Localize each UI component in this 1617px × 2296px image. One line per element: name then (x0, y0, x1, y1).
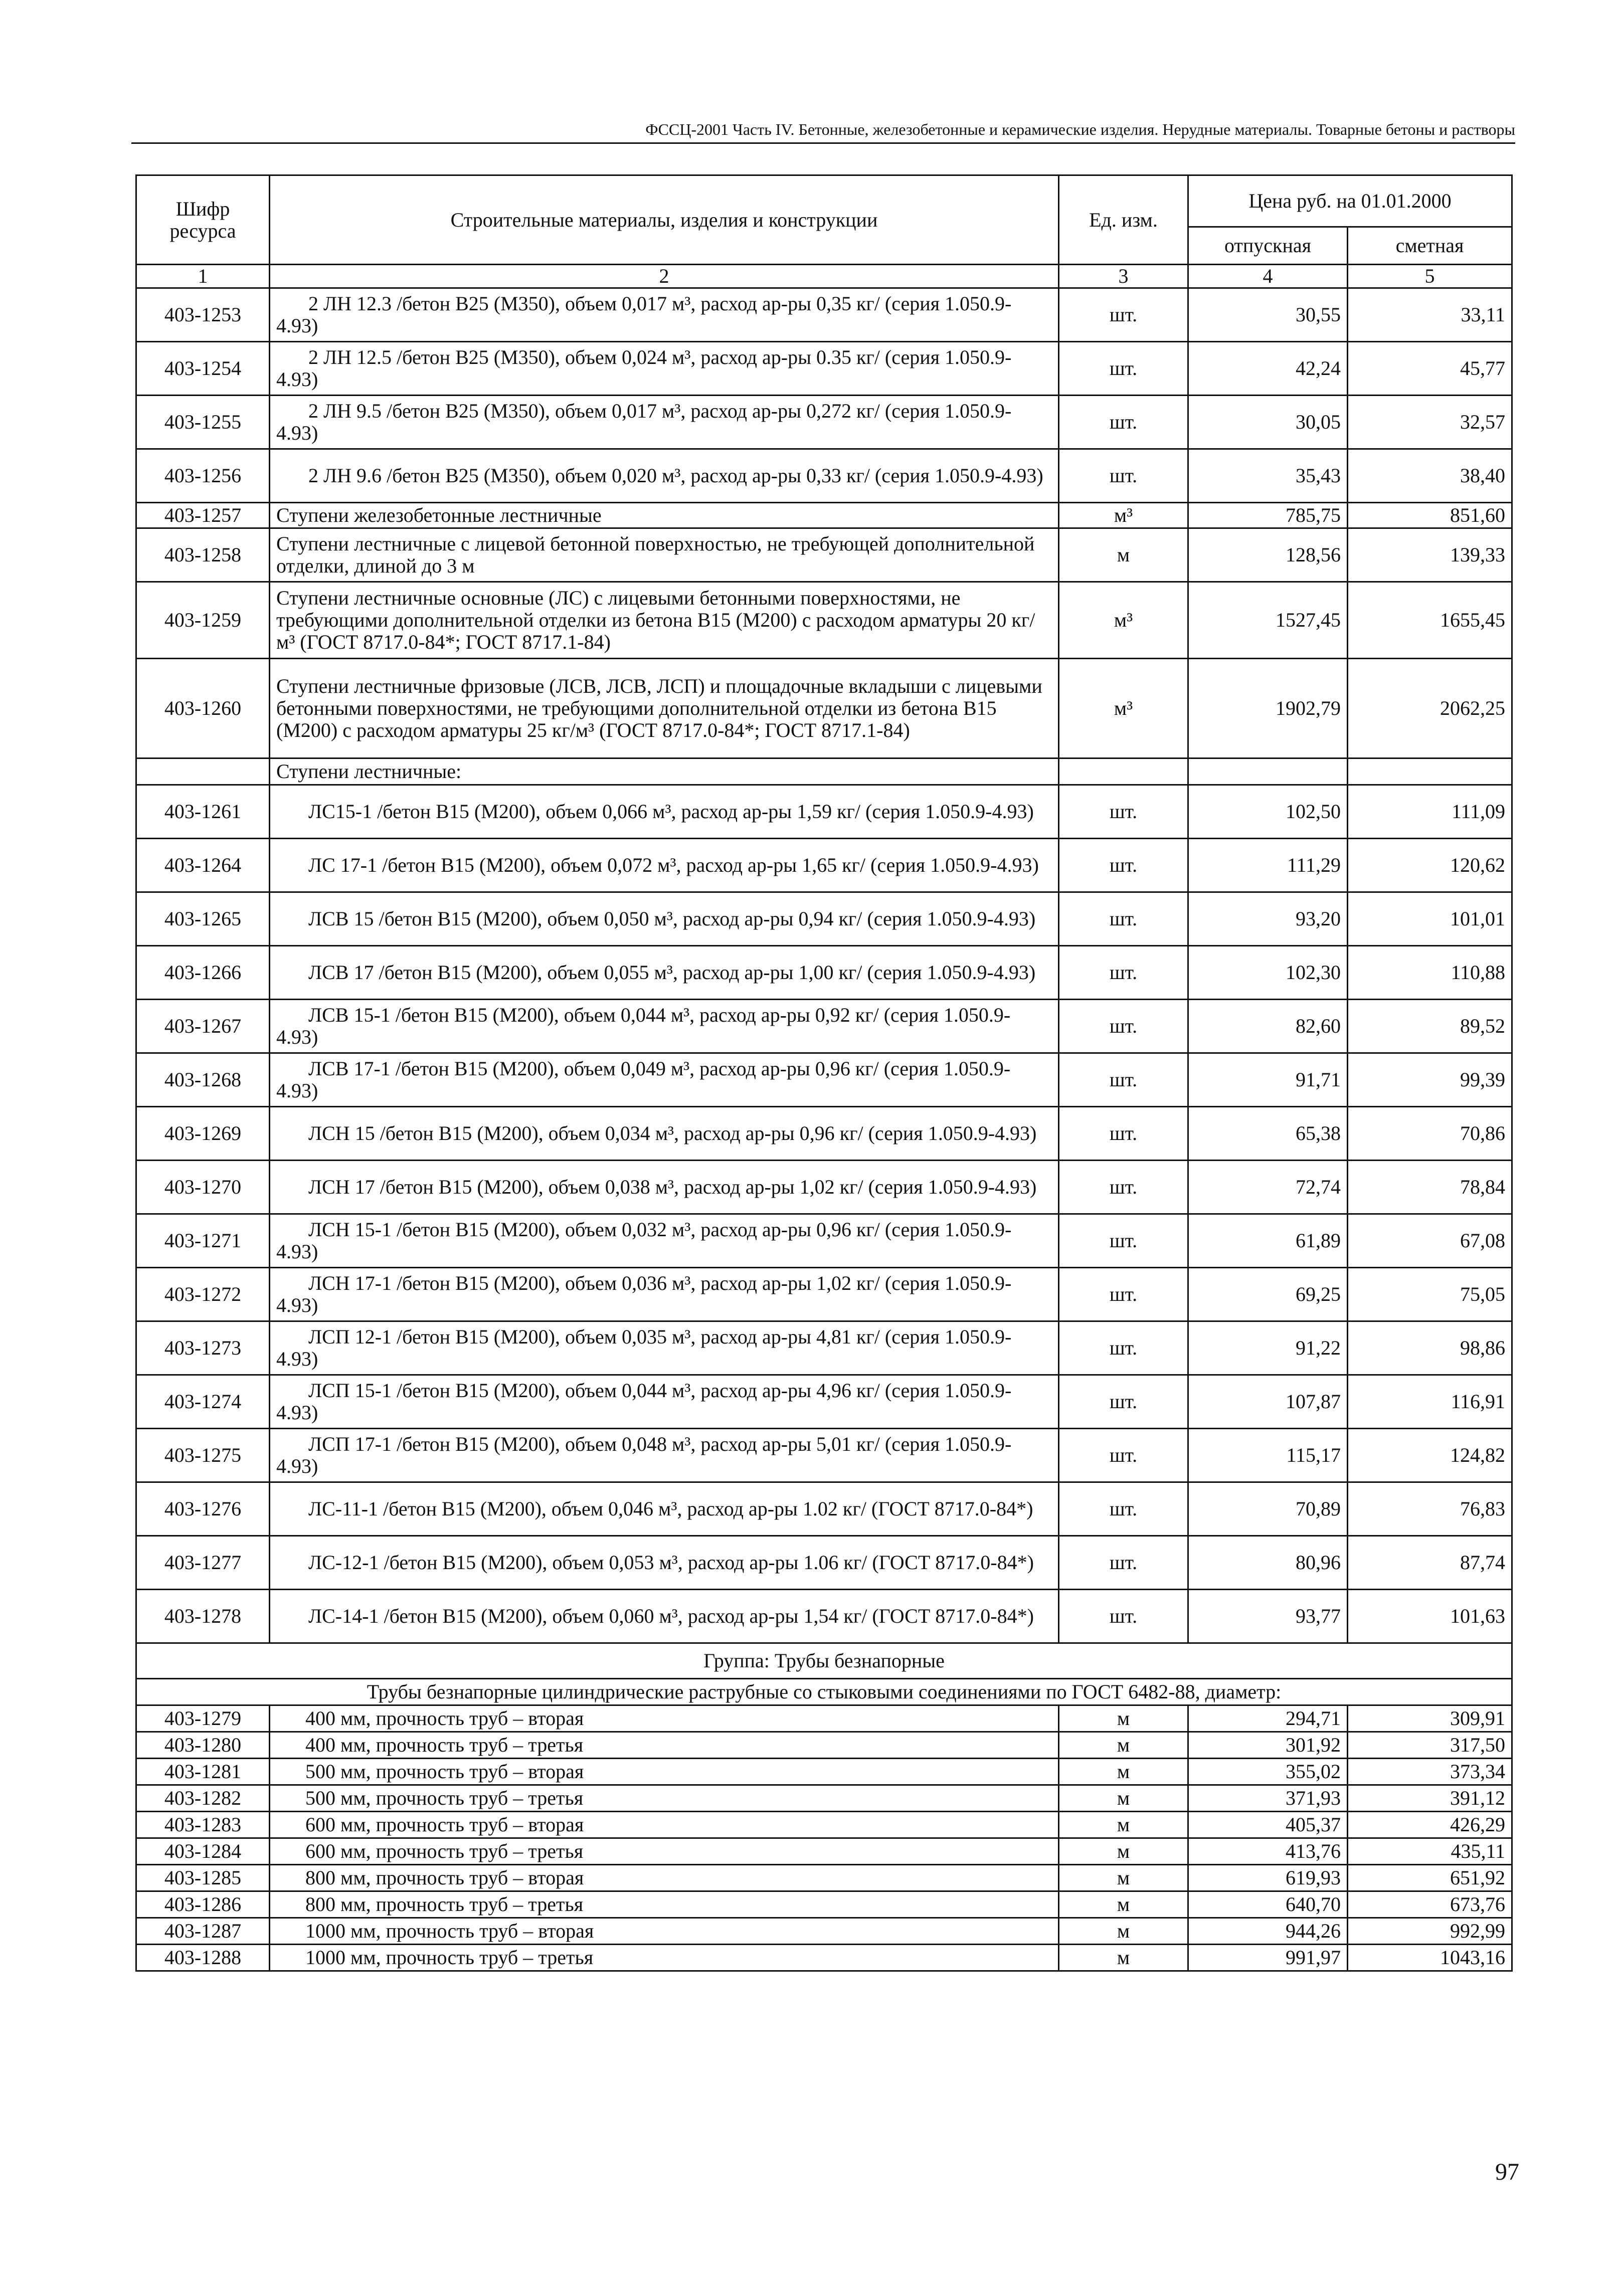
unit-cell: м (1059, 1945, 1188, 1971)
release-price: 42,24 (1188, 342, 1348, 396)
resource-name: 500 мм, прочность труб – третья (270, 1785, 1059, 1812)
estimate-price: 651,92 (1348, 1865, 1512, 1891)
release-price: 35,43 (1188, 449, 1348, 503)
estimate-price: 992,99 (1348, 1918, 1512, 1945)
estimate-price: 1655,45 (1348, 582, 1512, 659)
estimate-price: 309,91 (1348, 1705, 1512, 1732)
resource-code: 403-1258 (136, 528, 270, 582)
table-row (136, 839, 1512, 892)
resource-name: 1000 мм, прочность труб – вторая (270, 1918, 1059, 1945)
column-number: 3 (1059, 265, 1188, 288)
release-price: 107,87 (1188, 1375, 1348, 1429)
unit-cell: шт. (1059, 1107, 1188, 1161)
resource-code: 403-1287 (136, 1918, 270, 1945)
release-price: 115,17 (1188, 1429, 1348, 1482)
release-price: 413,76 (1188, 1838, 1348, 1865)
resource-name: ЛСН 17 /бетон В15 (М200), объем 0,038 м³, расход ар-ры 1,02 кг/ (серия 1.050.9-4.93) (270, 1161, 1059, 1214)
release-price: 82,60 (1188, 1000, 1348, 1053)
table-row (136, 1918, 1512, 1945)
release-price: 72,74 (1188, 1161, 1348, 1214)
resource-name: ЛСП 12-1 /бетон В15 (М200), объем 0,035 м³, расход ар-ры 4,81 кг/ (серия 1.050.9-4.93) (270, 1321, 1059, 1375)
table-row (136, 1865, 1512, 1891)
table-row (136, 1705, 1512, 1732)
unit-cell: шт. (1059, 1214, 1188, 1268)
table-row (136, 1482, 1512, 1536)
release-price: 1902,79 (1188, 659, 1348, 758)
table-row (136, 1891, 1512, 1918)
unit-cell: м³ (1059, 582, 1188, 659)
resource-name: 2 ЛН 9.5 /бетон В25 (М350), объем 0,017 м³, расход ар-ры 0,272 кг/ (серия 1.050.9-4.93) (270, 396, 1059, 449)
unit-cell: шт. (1059, 396, 1188, 449)
resource-code: 403-1270 (136, 1161, 270, 1214)
table-row (136, 1759, 1512, 1785)
resource-name: 1000 мм, прочность труб – третья (270, 1945, 1059, 1971)
page-number: 97 (1495, 2159, 1519, 2185)
table-row (136, 1321, 1512, 1375)
resource-code: 403-1266 (136, 946, 270, 1000)
col-header-name: Строительные материалы, изделия и конструкции (270, 175, 1059, 265)
unit-cell: м (1059, 1918, 1188, 1945)
resource-name: 600 мм, прочность труб – третья (270, 1838, 1059, 1865)
resource-code: 403-1272 (136, 1268, 270, 1321)
unit-cell: м (1059, 1891, 1188, 1918)
table-row (136, 1536, 1512, 1590)
release-price: 371,93 (1188, 1785, 1348, 1812)
col-header-estimate: сметная (1348, 227, 1512, 265)
col-header-price: Цена руб. на 01.01.2000 (1188, 175, 1512, 227)
resource-name: ЛС15-1 /бетон В15 (М200), объем 0,066 м³, расход ар-ры 1,59 кг/ (серия 1.050.9-4.93) (270, 785, 1059, 839)
unit-cell: м (1059, 1865, 1188, 1891)
group-subtitle: Трубы безнапорные цилиндрические раструбные со стыковыми соединениями по ГОСТ 6482-88, диаметр: (136, 1679, 1512, 1705)
resource-name: ЛСВ 15 /бетон В15 (М200), объем 0,050 м³, расход ар-ры 0,94 кг/ (серия 1.050.9-4.93) (270, 892, 1059, 946)
release-price: 91,22 (1188, 1321, 1348, 1375)
estimate-price: 89,52 (1348, 1000, 1512, 1053)
table-row (136, 1838, 1512, 1865)
resource-code: 403-1277 (136, 1536, 270, 1590)
unit-cell (1059, 758, 1188, 785)
unit-cell: м (1059, 1785, 1188, 1812)
unit-cell: шт. (1059, 1536, 1188, 1590)
resource-code: 403-1257 (136, 503, 270, 528)
release-price: 944,26 (1188, 1918, 1348, 1945)
resource-code: 403-1283 (136, 1812, 270, 1838)
estimate-price: 101,01 (1348, 892, 1512, 946)
col-header-release: отпускная (1188, 227, 1348, 265)
resource-code: 403-1286 (136, 1891, 270, 1918)
resource-name: ЛСН 15-1 /бетон В15 (М200), объем 0,032 м³, расход ар-ры 0,96 кг/ (серия 1.050.9-4.93) (270, 1214, 1059, 1268)
release-price: 80,96 (1188, 1536, 1348, 1590)
table-row (136, 396, 1512, 449)
resource-name: ЛСН 15 /бетон В15 (М200), объем 0,034 м³, расход ар-ры 0,96 кг/ (серия 1.050.9-4.93) (270, 1107, 1059, 1161)
table-row (136, 785, 1512, 839)
resource-name: ЛСН 17-1 /бетон В15 (М200), объем 0,036 м³, расход ар-ры 1,02 кг/ (серия 1.050.9-4.93) (270, 1268, 1059, 1321)
table-row (136, 892, 1512, 946)
estimate-price: 101,63 (1348, 1590, 1512, 1643)
resource-code: 403-1275 (136, 1429, 270, 1482)
estimate-price: 75,05 (1348, 1268, 1512, 1321)
resource-name: 2 ЛН 12.3 /бетон В25 (М350), объем 0,017 м³, расход ар-ры 0,35 кг/ (серия 1.050.9-4.93) (270, 288, 1059, 342)
table-row (136, 1161, 1512, 1214)
resource-code: 403-1282 (136, 1785, 270, 1812)
resource-name: ЛСП 15-1 /бетон В15 (М200), объем 0,044 м³, расход ар-ры 4,96 кг/ (серия 1.050.9-4.93) (270, 1375, 1059, 1429)
unit-cell: м (1059, 1705, 1188, 1732)
release-price: 91,71 (1188, 1053, 1348, 1107)
resource-code: 403-1265 (136, 892, 270, 946)
release-price: 102,50 (1188, 785, 1348, 839)
page-header: ФССЦ-2001 Часть IV. Бетонные, железобетонные и керамические изделия. Нерудные материалы. Товарные бетоны и растворы (131, 119, 1515, 144)
release-price: 991,97 (1188, 1945, 1348, 1971)
estimate-price: 373,34 (1348, 1759, 1512, 1785)
table-row (136, 503, 1512, 528)
release-price: 785,75 (1188, 503, 1348, 528)
resource-code: 403-1288 (136, 1945, 270, 1971)
release-price: 619,93 (1188, 1865, 1348, 1891)
estimate-price: 70,86 (1348, 1107, 1512, 1161)
resource-name: 2 ЛН 12.5 /бетон В25 (М350), объем 0,024 м³, расход ар-ры 0.35 кг/ (серия 1.050.9-4.93) (270, 342, 1059, 396)
unit-cell: шт. (1059, 288, 1188, 342)
release-price: 70,89 (1188, 1482, 1348, 1536)
unit-cell: шт. (1059, 1000, 1188, 1053)
release-price: 301,92 (1188, 1732, 1348, 1759)
table-row (136, 758, 1512, 785)
resource-name: 400 мм, прочность труб – вторая (270, 1705, 1059, 1732)
unit-cell: шт. (1059, 1429, 1188, 1482)
estimate-price: 76,83 (1348, 1482, 1512, 1536)
col-header-code: Шифр ресурса (136, 175, 270, 265)
unit-cell: шт. (1059, 946, 1188, 1000)
resource-code: 403-1259 (136, 582, 270, 659)
estimate-price: 45,77 (1348, 342, 1512, 396)
unit-cell: шт. (1059, 1375, 1188, 1429)
estimate-price: 435,11 (1348, 1838, 1512, 1865)
unit-cell: м³ (1059, 659, 1188, 758)
estimate-price: 2062,25 (1348, 659, 1512, 758)
estimate-price: 116,91 (1348, 1375, 1512, 1429)
resource-code: 403-1280 (136, 1732, 270, 1759)
table-row (136, 582, 1512, 659)
estimate-price: 317,50 (1348, 1732, 1512, 1759)
table-row (136, 528, 1512, 582)
table-row (136, 1053, 1512, 1107)
release-price (1188, 758, 1348, 785)
resource-code: 403-1285 (136, 1865, 270, 1891)
resource-name: ЛС-11-1 /бетон В15 (М200), объем 0,046 м³, расход ар-ры 1.02 кг/ (ГОСТ 8717.0-84*) (270, 1482, 1059, 1536)
estimate-price: 1043,16 (1348, 1945, 1512, 1971)
estimate-price: 38,40 (1348, 449, 1512, 503)
resource-code: 403-1271 (136, 1214, 270, 1268)
estimate-price: 87,74 (1348, 1536, 1512, 1590)
unit-cell: шт. (1059, 342, 1188, 396)
table-row (136, 1000, 1512, 1053)
unit-cell: шт. (1059, 1053, 1188, 1107)
resource-code: 403-1254 (136, 342, 270, 396)
unit-cell: м (1059, 1759, 1188, 1785)
release-price: 65,38 (1188, 1107, 1348, 1161)
release-price: 30,55 (1188, 288, 1348, 342)
group-subtitle-row (136, 1679, 1512, 1705)
unit-cell: шт. (1059, 1482, 1188, 1536)
unit-cell: шт. (1059, 1268, 1188, 1321)
unit-cell: шт. (1059, 1590, 1188, 1643)
table-row (136, 1945, 1512, 1971)
resource-name: ЛС-12-1 /бетон В15 (М200), объем 0,053 м³, расход ар-ры 1.06 кг/ (ГОСТ 8717.0-84*) (270, 1536, 1059, 1590)
release-price: 111,29 (1188, 839, 1348, 892)
resource-name: ЛС-14-1 /бетон В15 (М200), объем 0,060 м³, расход ар-ры 1,54 кг/ (ГОСТ 8717.0-84*) (270, 1590, 1059, 1643)
column-number-row (136, 265, 1512, 288)
table-row (136, 1107, 1512, 1161)
estimate-price: 426,29 (1348, 1812, 1512, 1838)
unit-cell: шт. (1059, 892, 1188, 946)
release-price: 640,70 (1188, 1891, 1348, 1918)
release-price: 128,56 (1188, 528, 1348, 582)
resource-code: 403-1284 (136, 1838, 270, 1865)
resource-code (136, 758, 270, 785)
resource-code: 403-1273 (136, 1321, 270, 1375)
release-price: 93,77 (1188, 1590, 1348, 1643)
estimate-price: 32,57 (1348, 396, 1512, 449)
estimate-price: 111,09 (1348, 785, 1512, 839)
resource-name: ЛСП 17-1 /бетон В15 (М200), объем 0,048 м³, расход ар-ры 5,01 кг/ (серия 1.050.9-4.93) (270, 1429, 1059, 1482)
resource-code: 403-1278 (136, 1590, 270, 1643)
unit-cell: шт. (1059, 1321, 1188, 1375)
unit-cell: шт. (1059, 785, 1188, 839)
estimate-price: 673,76 (1348, 1891, 1512, 1918)
estimate-price: 851,60 (1348, 503, 1512, 528)
release-price: 61,89 (1188, 1214, 1348, 1268)
resource-name: Ступени железобетонные лестничные (270, 503, 1059, 528)
column-number: 1 (136, 265, 270, 288)
release-price: 1527,45 (1188, 582, 1348, 659)
resource-name: Ступени лестничные с лицевой бетонной поверхностью, не требующей дополнительной отделки, длиной до 3 м (270, 528, 1059, 582)
release-price: 405,37 (1188, 1812, 1348, 1838)
release-price: 102,30 (1188, 946, 1348, 1000)
resource-name: ЛС 17-1 /бетон В15 (М200), объем 0,072 м³, расход ар-ры 1,65 кг/ (серия 1.050.9-4.93) (270, 839, 1059, 892)
table-row (136, 342, 1512, 396)
table-row (136, 946, 1512, 1000)
resource-code: 403-1267 (136, 1000, 270, 1053)
resource-name: Ступени лестничные основные (ЛС) с лицевыми бетонными поверхностями, не требующими дополнительной отделки из бетона В15 (М200) с расходом арматуры 20 кг/м³ (ГОСТ 8717.0-84*; ГОСТ 8717.1-84) (270, 582, 1059, 659)
table-row (136, 449, 1512, 503)
unit-cell: м (1059, 1838, 1188, 1865)
resource-code: 403-1274 (136, 1375, 270, 1429)
estimate-price: 139,33 (1348, 528, 1512, 582)
resource-code: 403-1276 (136, 1482, 270, 1536)
resource-code: 403-1281 (136, 1759, 270, 1785)
resource-code: 403-1279 (136, 1705, 270, 1732)
resource-code: 403-1260 (136, 659, 270, 758)
estimate-price: 78,84 (1348, 1161, 1512, 1214)
release-price: 355,02 (1188, 1759, 1348, 1785)
resource-name: 2 ЛН 9.6 /бетон В25 (М350), объем 0,020 м³, расход ар-ры 0,33 кг/ (серия 1.050.9-4.93) (270, 449, 1059, 503)
resource-code: 403-1269 (136, 1107, 270, 1161)
unit-cell: шт. (1059, 449, 1188, 503)
resource-name: 400 мм, прочность труб – третья (270, 1732, 1059, 1759)
table-row (136, 288, 1512, 342)
column-number: 4 (1188, 265, 1348, 288)
estimate-price: 120,62 (1348, 839, 1512, 892)
estimate-price: 110,88 (1348, 946, 1512, 1000)
release-price: 30,05 (1188, 396, 1348, 449)
column-number: 5 (1348, 265, 1512, 288)
estimate-price: 391,12 (1348, 1785, 1512, 1812)
table-row (136, 659, 1512, 758)
table-row (136, 1429, 1512, 1482)
table-row (136, 1812, 1512, 1838)
estimate-price: 33,11 (1348, 288, 1512, 342)
resource-code: 403-1256 (136, 449, 270, 503)
col-header-unit: Ед. изм. (1059, 175, 1188, 265)
unit-cell: м (1059, 528, 1188, 582)
resource-name: Ступени лестничные фризовые (ЛСВ, ЛСВ, ЛСП) и площадочные вкладыши с лицевыми бетонными поверхностями, не требующими дополнительной отделки из бетона В15 (М200) с расходом арматуры 25 кг/м³ (ГОСТ 8717.0-84*; ГОСТ 8717.1-84) (270, 659, 1059, 758)
unit-cell: шт. (1059, 1161, 1188, 1214)
unit-cell: м³ (1059, 503, 1188, 528)
column-number: 2 (270, 265, 1059, 288)
resource-name: ЛСВ 17 /бетон В15 (М200), объем 0,055 м³, расход ар-ры 1,00 кг/ (серия 1.050.9-4.93) (270, 946, 1059, 1000)
resource-code: 403-1255 (136, 396, 270, 449)
table-row (136, 1268, 1512, 1321)
resource-name: 800 мм, прочность труб – вторая (270, 1865, 1059, 1891)
estimate-price: 99,39 (1348, 1053, 1512, 1107)
release-price: 294,71 (1188, 1705, 1348, 1732)
resource-name: 500 мм, прочность труб – вторая (270, 1759, 1059, 1785)
estimate-price: 124,82 (1348, 1429, 1512, 1482)
table-row (136, 1214, 1512, 1268)
resource-name: 800 мм, прочность труб – третья (270, 1891, 1059, 1918)
unit-cell: м (1059, 1732, 1188, 1759)
release-price: 69,25 (1188, 1268, 1348, 1321)
table-header-row (136, 175, 1512, 227)
group-title: Группа: Трубы безнапорные (136, 1643, 1512, 1679)
resource-code: 403-1268 (136, 1053, 270, 1107)
resource-name: ЛСВ 15-1 /бетон В15 (М200), объем 0,044 м³, расход ар-ры 0,92 кг/ (серия 1.050.9-4.93) (270, 1000, 1059, 1053)
resource-code: 403-1264 (136, 839, 270, 892)
price-table (135, 174, 1513, 1972)
table-row (136, 1375, 1512, 1429)
group-title-row (136, 1643, 1512, 1679)
release-price: 93,20 (1188, 892, 1348, 946)
estimate-price: 98,86 (1348, 1321, 1512, 1375)
estimate-price: 67,08 (1348, 1214, 1512, 1268)
resource-code: 403-1261 (136, 785, 270, 839)
resource-name: 600 мм, прочность труб – вторая (270, 1812, 1059, 1838)
table-row (136, 1732, 1512, 1759)
table-row (136, 1590, 1512, 1643)
table-row (136, 1785, 1512, 1812)
estimate-price (1348, 758, 1512, 785)
unit-cell: шт. (1059, 839, 1188, 892)
section-label: Ступени лестничные: (270, 758, 1059, 785)
resource-code: 403-1253 (136, 288, 270, 342)
resource-name: ЛСВ 17-1 /бетон В15 (М200), объем 0,049 м³, расход ар-ры 0,96 кг/ (серия 1.050.9-4.93) (270, 1053, 1059, 1107)
unit-cell: м (1059, 1812, 1188, 1838)
